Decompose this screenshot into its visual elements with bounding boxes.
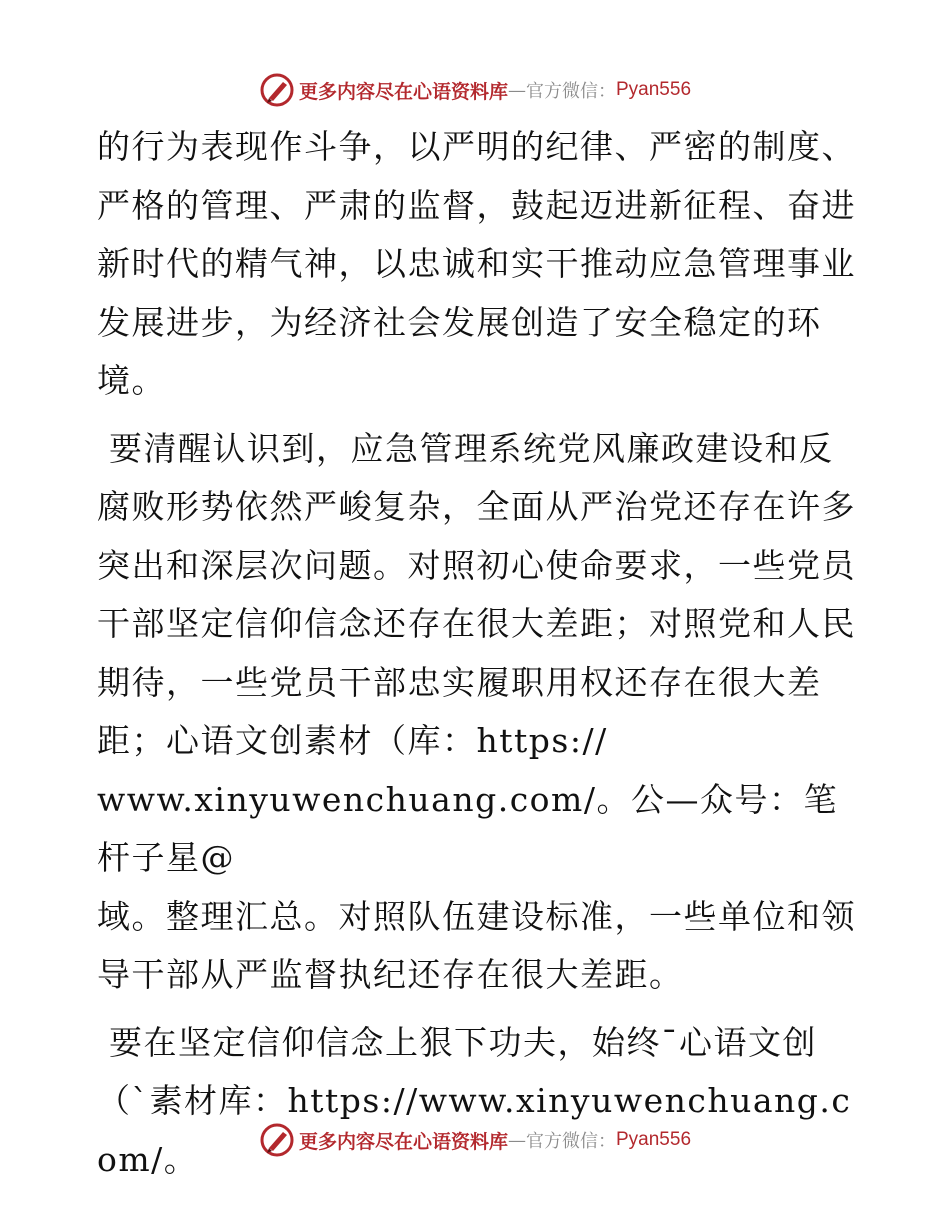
header-site-text: 更多内容尽在心语资料库 [298,80,508,103]
header-wechat-id: Pyan556 [616,79,692,100]
pen-logo-icon [259,1122,295,1158]
paragraph-3: 要在坚定信仰信念上狠下功夫，始终¯心语文创 （`素材库：https://www.xinyuwenchuang.com/。 [97,1022,852,1179]
document-body [97,118,857,1189]
footer-wechat-label: 官方微信： [526,1131,616,1152]
paragraph-1: 的行为表现作斗争，以严明的纪律、严密的制度、 严格的管理、严肃的监督，鼓起迈进新征程、奋进 新时代的精气神，以忠诚和实干推动应急管理事业 发展进步，为经济社会发展创造了安全稳定的环 境。 [97,127,856,400]
header-wechat-label: 官方微信： [526,81,616,102]
footer-site-text: 更多内容尽在心语资料库 [298,1130,508,1153]
footer-watermark-banner [0,1120,950,1160]
header-dash: — [508,79,526,101]
footer-dash: — [508,1129,526,1151]
header-watermark-banner [0,70,950,110]
footer-wechat-id: Pyan556 [616,1129,692,1150]
paragraph-2: 要清醒认识到，应急管理系统党风廉政建设和反 腐败形势依然严峻复杂，全面从严治党还存在许多 突出和深层次问题。对照初心使命要求，一些党员 干部坚定信仰信念还存在很大差距；对照党和人民 期待，一些党员干部忠实履职用权还存在很大差 距；心语文创素材（库：https:// www.xinyuwenchuang.com/。公—众号：笔杆子星@ 域。整理汇总。对照队伍建设标准，一些单位和领 导干部从严监督执纪还存在很大差距。 [97,428,856,994]
pen-logo-icon [259,72,295,108]
